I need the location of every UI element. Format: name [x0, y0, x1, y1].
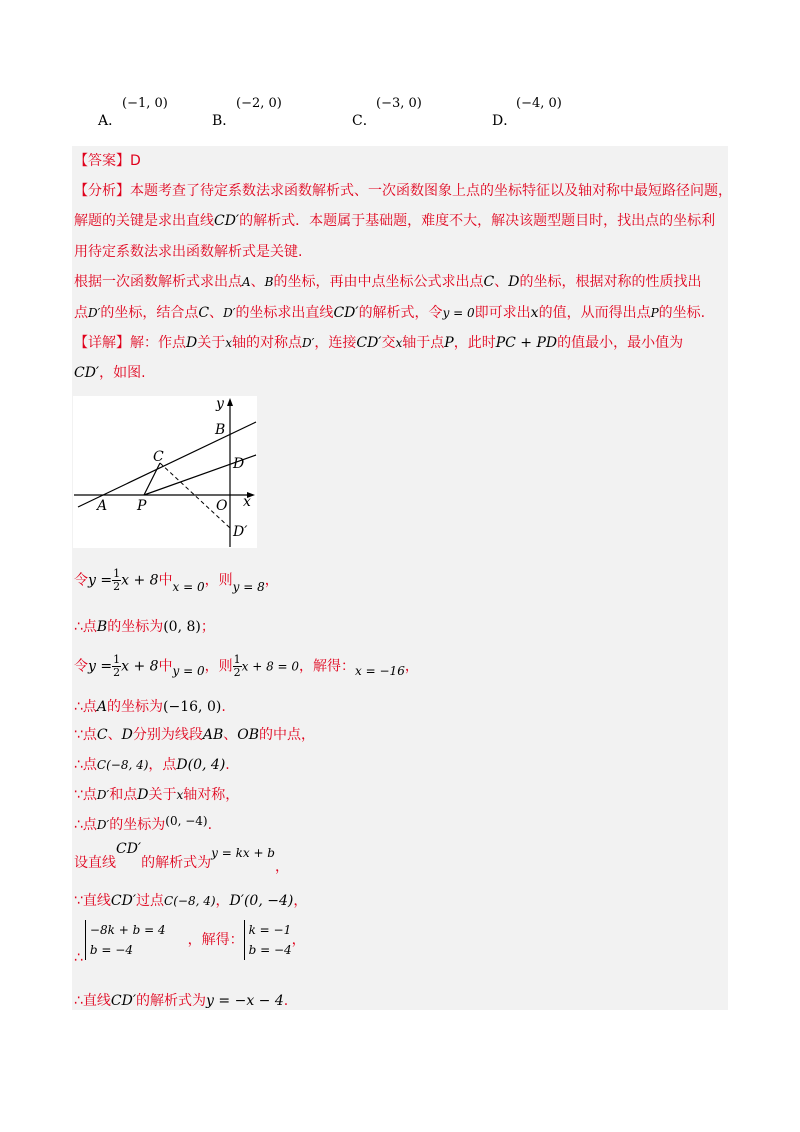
solution-step-3 [74, 654, 419, 679]
math-b: B [96, 619, 108, 635]
step-text: ∵直线 [74, 893, 111, 909]
math-coord-dp: D′(0, −4) [229, 893, 294, 909]
math-expr: y = kx + b [211, 846, 275, 860]
option-a-value: (−1, 0) [122, 96, 168, 111]
detail-text: 交 [381, 335, 396, 351]
step-text: 和点 [109, 787, 138, 803]
step-text: . [283, 993, 289, 1009]
step-text: ∴点 [74, 757, 97, 773]
step-text: ； [200, 619, 215, 635]
step-text: . [225, 757, 230, 773]
solution-step-8 [74, 814, 212, 834]
math-d: D [186, 335, 198, 351]
analysis-text: 即可求出 [474, 305, 531, 321]
solution-step-2 [74, 616, 215, 636]
math-cdp: CD′ [110, 993, 137, 1009]
step-text: 中 [158, 658, 173, 675]
step-text: . [207, 817, 213, 833]
solution-step-9 [74, 841, 289, 875]
analysis-tag: 【分析】 [74, 183, 130, 199]
step-text: ， [404, 658, 419, 675]
math-p: P [444, 335, 454, 351]
fraction-numerator: 1 [233, 653, 241, 666]
step-text: . [221, 699, 226, 715]
equation-1: −8k + b = 4 [89, 923, 166, 937]
figure-label-b: B [215, 422, 226, 438]
detail-text: 关于 [197, 335, 226, 351]
math-x: x [225, 336, 233, 350]
math-c: C [198, 305, 210, 321]
step-text: ∵点 [74, 727, 97, 743]
detail-line-1 [74, 332, 683, 352]
analysis-line-2 [74, 210, 715, 230]
math-cond: y = 0 [172, 663, 205, 678]
step-text: ， [215, 893, 230, 909]
math-x: x [530, 305, 539, 321]
fraction-half [112, 568, 121, 593]
step-text: ∴点 [74, 817, 97, 833]
option-d-value: (−4, 0) [516, 96, 562, 111]
math-ob: OB [237, 727, 260, 743]
step-text: ，则 [204, 658, 233, 675]
math-y-eq: y = [88, 572, 113, 589]
solution-step-1 [74, 568, 279, 593]
solution-step-10 [74, 890, 307, 910]
math-y0: y = 0 [442, 306, 475, 320]
figure-label-a: A [97, 498, 108, 514]
step-text: ∴直线 [74, 993, 111, 1009]
geometry-figure [73, 396, 257, 548]
analysis-text: 、 [250, 274, 265, 290]
option-b [212, 96, 322, 128]
step-text: 过点 [136, 893, 165, 909]
math-cdp: CD′ [74, 365, 100, 381]
step-text: 的解析式为 [141, 855, 212, 871]
solution-step-5 [74, 724, 315, 744]
option-c-value: (−3, 0) [376, 96, 422, 111]
math-p: P [650, 306, 659, 320]
analysis-text: 的值，从而得出点 [538, 305, 651, 321]
option-c [352, 96, 462, 128]
step-text: 、 [223, 727, 238, 743]
detail-text: 轴的对称点 [232, 335, 303, 351]
step-text: 轴对称， [183, 787, 240, 803]
solution-step-6 [74, 754, 230, 774]
detail-text: 轴于点 [402, 335, 445, 351]
math-dp: D′ [96, 788, 110, 802]
answer-line [74, 150, 141, 170]
math-c: C [483, 274, 495, 290]
math-a: A [96, 699, 108, 715]
fraction-numerator: 1 [113, 653, 121, 666]
analysis-line-5 [74, 302, 705, 322]
math-cdp: CD′ [214, 213, 240, 229]
math-x: x [395, 336, 403, 350]
math-dp: D′ [302, 336, 315, 350]
analysis-text: 的坐标，再由中点坐标公式求出点 [273, 274, 484, 290]
option-a-letter: A． [98, 113, 123, 129]
figure-label-x: x [243, 494, 251, 510]
math-eq: x + 8 = 0 [241, 659, 300, 674]
analysis-text: 本题考查了待定系数法求函数解析式、一次函数图象上点的坐标特征以及轴对称中最短路径问题， [130, 183, 732, 199]
analysis-line-1 [74, 180, 732, 200]
step-text: 关于 [148, 787, 177, 803]
analysis-text: 根据一次函数解析式求出点 [74, 274, 242, 290]
step-text: 、 [107, 727, 122, 743]
step-text: 的坐标为 [109, 817, 166, 833]
detail-tag: 【详解】 [74, 335, 130, 351]
solution-step-4 [74, 696, 226, 716]
equation-system [85, 920, 166, 960]
answer-tag: 【答案】 [74, 153, 130, 169]
math-cond: x = 0 [172, 579, 205, 594]
step-text: ∴点 [74, 619, 97, 635]
detail-text: ，连接 [314, 335, 357, 351]
step-text: ∵点 [74, 787, 97, 803]
math-a: A [242, 275, 251, 289]
math-cdp: CD′ [356, 335, 382, 351]
math-expr: x + 8 [121, 658, 159, 675]
math-ab: AB [202, 727, 224, 743]
solution-step-11 [74, 920, 306, 964]
math-coord: (−16, 0) [163, 699, 222, 715]
solution-system [244, 920, 292, 960]
math-result: y = 8 [232, 579, 265, 594]
math-coord-c: C(−8, 4) [96, 758, 149, 772]
analysis-text: 的解析式，令 [358, 305, 443, 321]
fraction-denominator: 2 [233, 666, 241, 679]
detail-line-2 [74, 362, 146, 382]
figure-label-c: C [153, 449, 164, 465]
math-dp: D′ [96, 818, 110, 832]
math-pcpd: PC + PD [495, 335, 558, 351]
math-cdp: CD′ [116, 841, 142, 857]
detail-text: 的值最小，最小值为 [557, 335, 684, 351]
step-text: ，解得： [299, 658, 356, 675]
math-coord: (0, 8) [163, 619, 201, 635]
analysis-text: 解题的关键是求出直线 [74, 213, 214, 229]
fraction-half [233, 654, 242, 679]
step-text: 的解析式为 [136, 993, 207, 1009]
result-2: b = −4 [248, 943, 292, 957]
fraction-half [112, 654, 121, 679]
math-result: x = −16 [355, 663, 405, 678]
math-d: D [121, 727, 133, 743]
analysis-text: 点 [74, 305, 88, 321]
step-text: ，点 [148, 757, 177, 773]
step-text: ，则 [204, 572, 233, 589]
analysis-text: 的坐标. [658, 305, 706, 321]
math-final: y = −x − 4 [206, 993, 284, 1009]
option-a [98, 96, 208, 128]
analysis-line-3 [74, 241, 302, 261]
figure-label-p: P [137, 498, 147, 514]
fraction-denominator: 2 [113, 580, 121, 593]
step-text: ∴点 [74, 699, 97, 715]
math-dp: D′ [88, 306, 101, 320]
solution-step-7 [74, 784, 239, 804]
step-text: 分别为线段 [132, 727, 203, 743]
step-text: ，解得： [187, 932, 244, 948]
option-c-letter: C． [352, 113, 377, 129]
math-dp: D′ [223, 306, 236, 320]
figure-label-o: O [216, 498, 228, 514]
figure-label-d-prime: D′ [233, 524, 248, 540]
solution-step-12 [74, 990, 288, 1010]
analysis-text: 的解析式．本题属于基础题，难度不大，解决该题型题目时，找出点的坐标利 [239, 213, 716, 229]
math-b: B [264, 275, 274, 289]
analysis-text: 、 [209, 305, 224, 321]
math-coord: (0, −4) [165, 814, 208, 828]
math-coord-d: D(0, 4) [176, 757, 226, 773]
analysis-text: 的坐标求出直线 [235, 305, 334, 321]
analysis-text: 用待定系数法求出函数解析式是关键. [74, 244, 303, 260]
figure-label-y: y [216, 396, 224, 412]
fraction-denominator: 2 [113, 666, 121, 679]
math-y-eq: y = [88, 658, 113, 675]
math-d: D [137, 787, 149, 803]
option-b-letter: B． [212, 113, 237, 129]
analysis-text: 的坐标，根据对称的性质找出 [519, 274, 702, 290]
step-text: 的坐标为 [107, 619, 164, 635]
option-d [492, 96, 602, 128]
fraction-numerator: 1 [113, 567, 121, 580]
figure-label-d: D [233, 456, 245, 472]
option-d-letter: D． [492, 113, 518, 129]
detail-text: ，此时 [453, 335, 496, 351]
step-text: 的中点， [259, 727, 316, 743]
step-text: 的坐标为 [107, 699, 164, 715]
step-text: 令 [74, 572, 88, 589]
step-text: ∴ [74, 950, 83, 966]
analysis-line-4 [74, 271, 701, 291]
math-cdp: CD′ [110, 893, 137, 909]
step-text: ， [264, 572, 279, 589]
option-b-value: (−2, 0) [236, 96, 282, 111]
step-text: ， [291, 932, 306, 948]
step-text: 令 [74, 658, 88, 675]
math-coord-c: C(−8, 4) [164, 894, 216, 908]
detail-text: 解：作点 [130, 335, 186, 351]
step-text: ， [293, 893, 308, 909]
math-c: C [96, 727, 108, 743]
analysis-text: 、 [494, 274, 509, 290]
step-text: ， [275, 859, 289, 875]
math-x: x [176, 788, 184, 802]
result-1: k = −1 [248, 923, 292, 937]
step-text: 中 [158, 572, 173, 589]
equation-2: b = −4 [89, 943, 133, 957]
math-expr: x + 8 [121, 572, 159, 589]
math-d: D [508, 274, 520, 290]
answer-value: D [130, 153, 141, 169]
y-axis-arrow-icon [227, 398, 233, 406]
step-text: 设直线 [74, 855, 116, 871]
analysis-text: 的坐标，结合点 [100, 305, 199, 321]
math-cdp: CD′ [333, 305, 359, 321]
detail-text: ，如图. [99, 365, 146, 381]
